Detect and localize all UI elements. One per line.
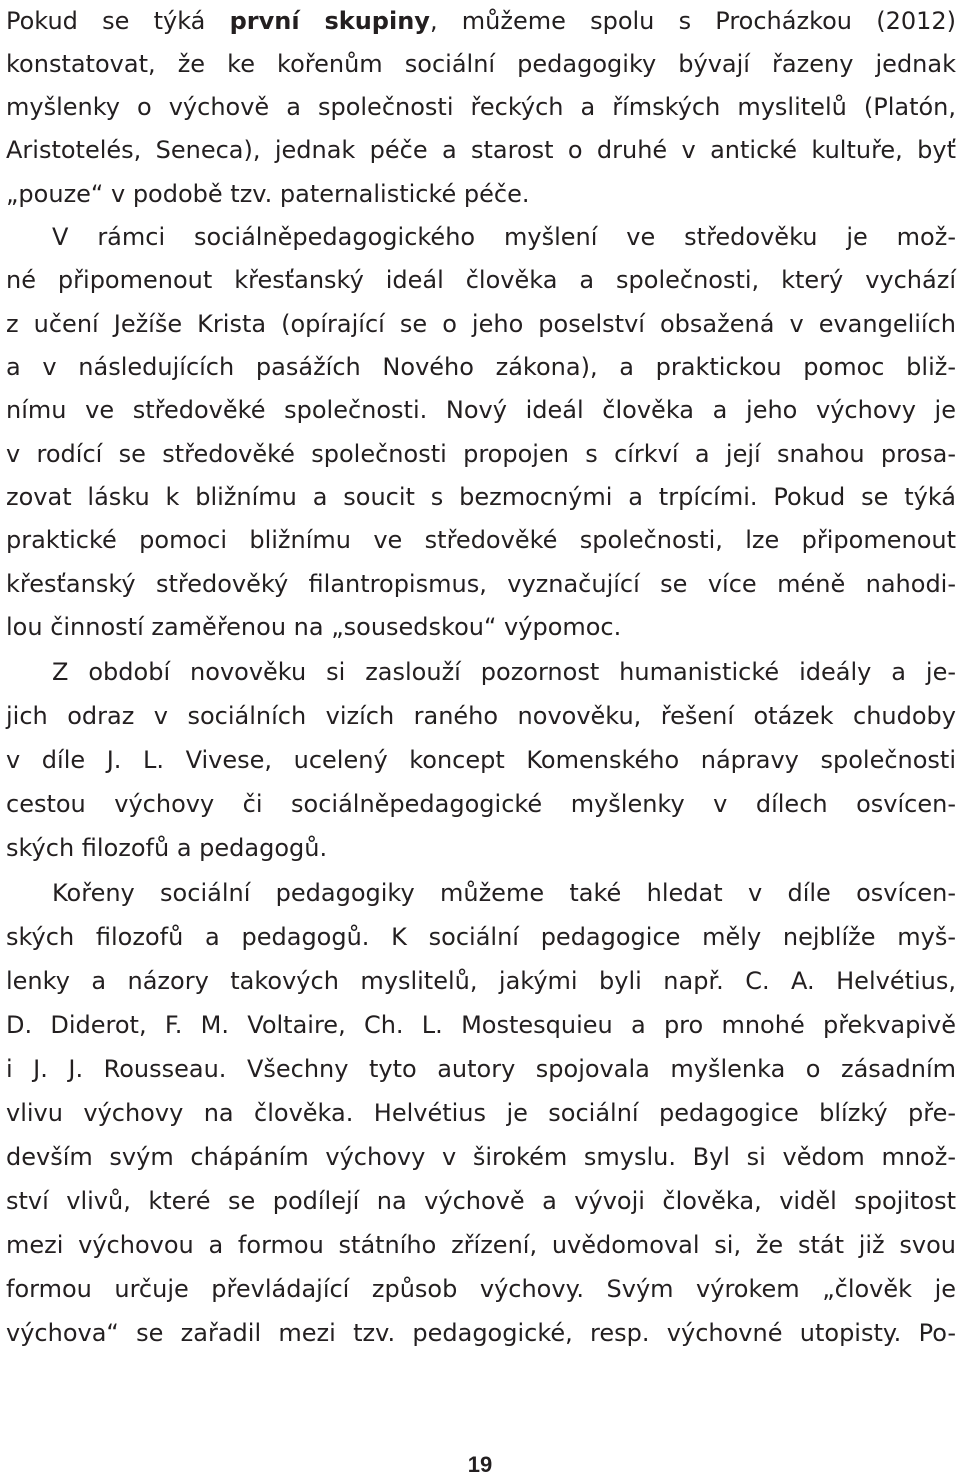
paragraph-2-line-6: v rodící se středověké společnosti propojen s církví a její snahou prosa- <box>6 440 956 468</box>
paragraph-2-line-10: lou činností zaměřenou na „sousedskou“ výpomoc. <box>6 613 622 641</box>
paragraph-1-line-2: konstatovat, že ke kořenům sociální pedagogiky bývají řazeny jednak <box>6 50 956 78</box>
paragraph-2-line-9: křesťanský středověký filantropismus, vyznačující se více méně nahodi- <box>6 570 956 598</box>
paragraph-4-line-10: formou určuje převládající způsob výchovy. Svým výrokem „člověk je <box>6 1275 956 1303</box>
paragraph-4-line-9: mezi výchovou a formou státního zřízení, uvědomoval si, že stát již svou <box>6 1231 956 1259</box>
paragraph-4-line-6: vlivu výchovy na člověka. Helvétius je sociální pedagogice blízký pře- <box>6 1099 956 1127</box>
paragraph-2-line-7: zovat lásku k bližnímu a soucit s bezmocnými a trpícími. Pokud se týká <box>6 483 956 511</box>
paragraph-2-line-2: né připomenout křesťanský ideál člověka a společnosti, který vychází <box>6 266 956 294</box>
paragraph-3-line-2: jich odraz v sociálních vizích raného novověku, řešení otázek chudoby <box>6 702 956 730</box>
paragraph-3-line-5: ských filozofů a pedagogů. <box>6 834 328 862</box>
page-number: 19 <box>467 1452 493 1477</box>
paragraph-2-line-3: z učení Ježíše Krista (opírající se o jeho poselství obsažená v evangeliích <box>6 310 956 338</box>
paragraph-2-line-4: a v následujících pasážích Nového zákona), a praktickou pomoc bliž- <box>6 353 956 381</box>
paragraph-1-line-3: myšlenky o výchově a společnosti řeckých a římských myslitelů (Platón, <box>6 93 956 121</box>
paragraph-4-line-5: i J. J. Rousseau. Všechny tyto autory spojovala myšlenka o zásadním <box>6 1055 956 1083</box>
paragraph-4-line-3: lenky a názory takových myslitelů, jakými byli např. C. A. Helvétius, <box>6 967 956 995</box>
line-text: , můžeme spolu s Procházkou (2012) <box>429 7 957 35</box>
paragraph-4-line-7: devším svým chápáním výchovy v širokém smyslu. Byl si vědom množ- <box>6 1143 956 1171</box>
paragraph-4-line-11: výchova“ se zařadil mezi tzv. pedagogické, resp. výchovné utopisty. Po- <box>6 1319 956 1347</box>
paragraph-4-line-1: Kořeny sociální pedagogiky můžeme také hledat v díle osvícen- <box>52 879 956 907</box>
paragraph-4-line-2: ských filozofů a pedagogů. K sociální pedagogice měly nejblíže myš- <box>6 923 956 951</box>
paragraph-2-line-1: V rámci sociálněpedagogického myšlení ve středověku je mož- <box>52 223 956 251</box>
paragraph-2-line-5: nímu ve středověké společnosti. Nový ideál člověka a jeho výchovy je <box>6 396 956 424</box>
paragraph-3-line-3: v díle J. L. Vivese, ucelený koncept Komenského nápravy společnosti <box>6 746 956 774</box>
paragraph-3-line-4: cestou výchovy či sociálněpedagogické myšlenky v dílech osvícen- <box>6 790 956 818</box>
paragraph-3-line-1: Z období novověku si zaslouží pozornost humanistické ideály a je- <box>52 658 956 686</box>
paragraph-1-line-1 <box>6 0 956 43</box>
paragraph-1-line-4: Aristotelés, Seneca), jednak péče a starost o druhé v antické kultuře, byť <box>6 136 956 164</box>
paragraph-2-line-8: praktické pomoci bližnímu ve středověké společnosti, lze připomenout <box>6 526 956 554</box>
bold-phrase: první skupiny <box>229 7 430 35</box>
paragraph-4-line-8: ství vlivů, které se podílejí na výchově a vývoji člověka, viděl spojitost <box>6 1187 956 1215</box>
paragraph-4-line-4: D. Diderot, F. M. Voltaire, Ch. L. Mostesquieu a pro mnohé překvapivě <box>6 1011 956 1039</box>
line-text: Pokud se týká <box>6 7 230 35</box>
paragraph-1-line-5: „pouze“ v podobě tzv. paternalistické péče. <box>6 180 530 208</box>
